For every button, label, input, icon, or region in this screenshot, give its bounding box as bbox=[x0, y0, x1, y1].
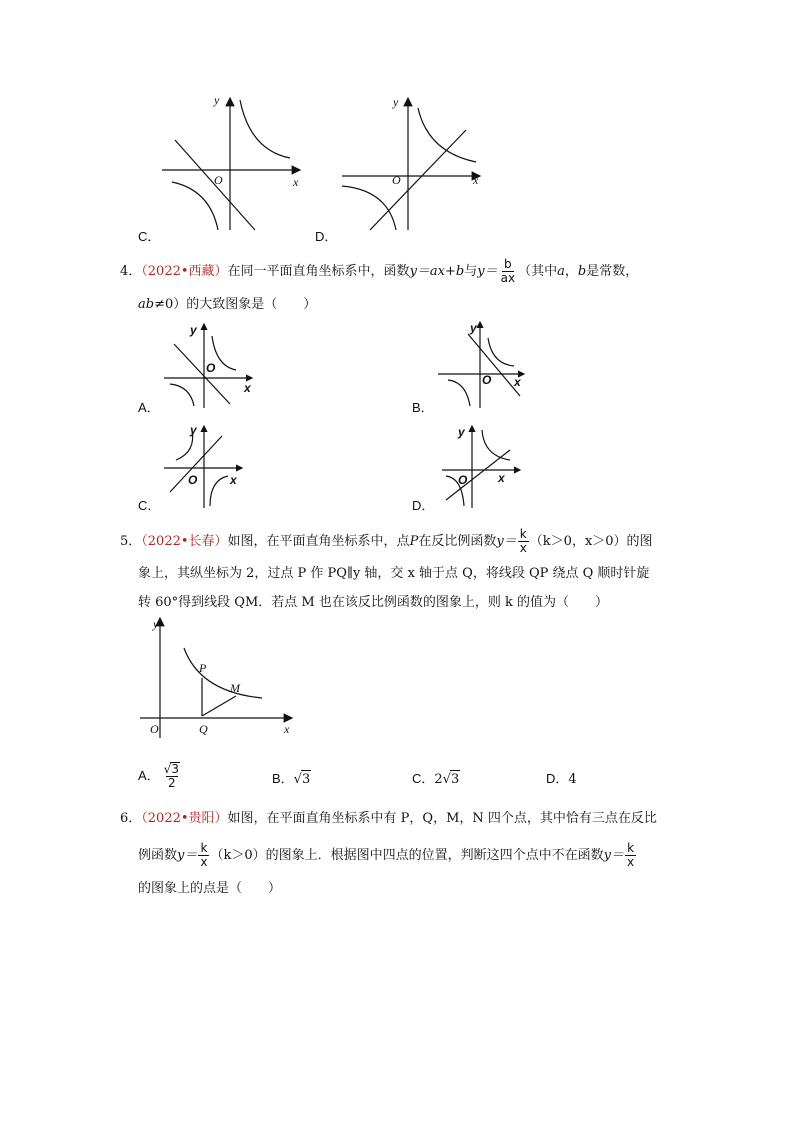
q5-option-d[interactable]: D．4 bbox=[546, 771, 577, 787]
q4-line1: 4．（2022•西藏）在同一平面直角坐标系中，函数y＝ax+b与y＝ $\frac{b}{ax}$ （其中a，b是常数， bbox=[120, 257, 639, 285]
fig-y: y bbox=[153, 617, 159, 631]
option-d-label: D． bbox=[315, 229, 338, 244]
q6-source: （2022•贵阳） bbox=[141, 811, 228, 826]
origin-label: O bbox=[214, 173, 223, 187]
q6-line3: 的图象上的点是（ ） bbox=[138, 881, 282, 896]
q4-graph-d bbox=[440, 420, 530, 510]
q4-source: （2022•西藏） bbox=[141, 264, 228, 279]
fig-p: P bbox=[199, 661, 207, 675]
q4-option-b[interactable]: B． bbox=[412, 400, 434, 415]
q5-option-a[interactable]: A． √ 3 2 bbox=[138, 762, 179, 790]
svg-text:y: y bbox=[458, 425, 465, 439]
q4-option-a[interactable]: A． bbox=[138, 400, 160, 415]
svg-text:x: x bbox=[230, 473, 237, 487]
q5-fraction: $\frac{k}{x}$ bbox=[519, 527, 527, 555]
q6-line2: 例函数y＝ $\frac{k}{x}$ （k＞0）的图象上．根据图中四点的位置，判断这四个点中不在函数y＝ $\frac{k}{x}$ bbox=[138, 841, 635, 869]
q5-line1: 5．（2022•长春）如图，在平面直角坐标系中，点P在反比例函数y＝ $\frac{k}{x}$ （k＞0，x＞0）的图 bbox=[120, 527, 653, 555]
q4-graph-c bbox=[162, 420, 252, 510]
q4-option-d[interactable]: D． bbox=[412, 498, 435, 513]
q6-line1: 6．（2022•贵阳）如图，在平面直角坐标系中有 P，Q，M，N 四个点，其中恰有三点在反比 bbox=[120, 811, 657, 826]
axis-y-label: y bbox=[214, 93, 220, 107]
axis-y-label: y bbox=[393, 95, 399, 109]
q4-fraction: $\frac{b}{ax}$ bbox=[500, 257, 516, 285]
svg-text:O: O bbox=[458, 473, 468, 487]
origin-label: O bbox=[392, 173, 401, 187]
q5-option-c[interactable]: C．2√ 3 bbox=[412, 771, 460, 787]
q5-line2: 象上，其纵坐标为 2，过点 P 作 PQ∥y 轴，交 x 轴于点 Q，将线段 QP 绕点 Q 顺时针旋 bbox=[138, 566, 650, 581]
q6-fraction-1: $\frac{k}{x}$ bbox=[200, 841, 208, 869]
svg-text:O: O bbox=[188, 473, 198, 487]
svg-text:y: y bbox=[470, 321, 477, 335]
graph-prev-d bbox=[330, 90, 490, 235]
q4-graph-a bbox=[160, 320, 260, 410]
svg-text:y: y bbox=[190, 323, 197, 337]
q5-source: （2022•长春） bbox=[141, 534, 228, 549]
svg-text:O: O bbox=[482, 373, 492, 387]
q4-number: 4． bbox=[120, 264, 142, 279]
fig-x: x bbox=[284, 722, 290, 736]
fig-o: O bbox=[150, 722, 159, 736]
svg-text:x: x bbox=[514, 375, 521, 389]
fig-q: Q bbox=[199, 722, 208, 736]
axis-x-label: x bbox=[293, 175, 299, 189]
q5-option-b[interactable]: B．√ 3 bbox=[272, 771, 311, 787]
graph-prev-c bbox=[150, 90, 320, 235]
svg-text:O: O bbox=[206, 361, 216, 375]
q4-option-c[interactable]: C． bbox=[138, 498, 161, 513]
q4-graph-b bbox=[430, 318, 530, 410]
q5-line3: 转 60°得到线段 QM．若点 M 也在该反比例函数的图象上，则 k 的值为（ ） bbox=[138, 595, 608, 610]
svg-text:x: x bbox=[244, 381, 251, 395]
q5-figure bbox=[140, 612, 310, 742]
q6-number: 6． bbox=[120, 811, 142, 826]
axis-x-label: x bbox=[473, 173, 479, 187]
q4-line2: ab≠0）的大致图象是（ ） bbox=[138, 297, 317, 312]
q5-number: 5． bbox=[120, 534, 142, 549]
option-c-label: C． bbox=[138, 229, 161, 244]
svg-text:y: y bbox=[190, 423, 197, 437]
fig-m: M bbox=[230, 681, 240, 695]
q6-fraction-2: $\frac{k}{x}$ bbox=[627, 841, 635, 869]
svg-text:x: x bbox=[498, 471, 505, 485]
